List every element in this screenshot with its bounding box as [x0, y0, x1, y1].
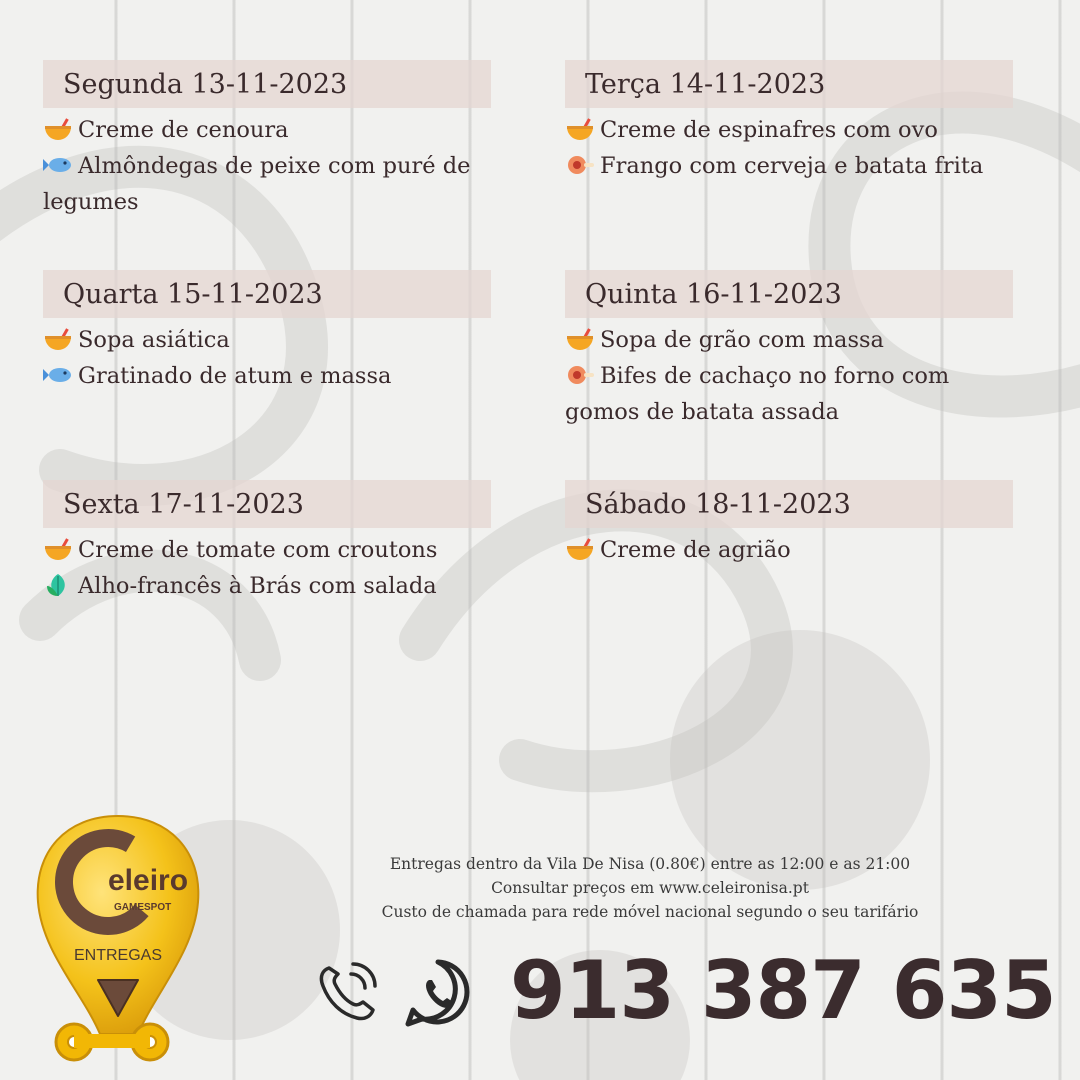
dish-item: Alho-francês à Brás com salada — [43, 568, 491, 604]
fish-icon — [43, 152, 73, 178]
day-card-saturday — [565, 480, 1013, 568]
day-card-wednesday — [43, 270, 491, 394]
meat-icon — [565, 362, 595, 388]
day-card-thursday — [565, 270, 1013, 430]
dish-item: Creme de espinafres com ovo — [565, 112, 1013, 148]
day-card-monday — [43, 60, 491, 220]
day-heading: Sábado 18-11-2023 — [565, 480, 1013, 528]
day-heading: Quinta 16-11-2023 — [565, 270, 1013, 318]
soup-bowl-icon — [565, 326, 595, 352]
dish-item: Sopa de grão com massa — [565, 322, 1013, 358]
day-heading: Terça 14-11-2023 — [565, 60, 1013, 108]
logo-brand-text: eleiro — [108, 864, 189, 897]
delivery-line: Entregas dentro da Vila De Nisa (0.80€) entre as 12:00 e as 21:00 — [389, 855, 911, 873]
prices-line: Consultar preços em www.celeironisa.pt — [491, 879, 809, 897]
dish-item: Creme de agrião — [565, 532, 1013, 568]
phone-number[interactable]: 913 387 635 — [510, 944, 1056, 1037]
logo-sub-text: GAMESPOT — [114, 902, 172, 913]
dish-item: Creme de cenoura — [43, 112, 491, 148]
soup-bowl-icon — [43, 116, 73, 142]
day-heading: Quarta 15-11-2023 — [43, 270, 491, 318]
celeiro-logo — [30, 812, 220, 1072]
day-card-tuesday — [565, 60, 1013, 184]
delivery-info — [330, 852, 970, 924]
day-heading: Segunda 13-11-2023 — [43, 60, 491, 108]
dish-item: Frango com cerveja e batata frita — [565, 148, 1013, 184]
phone-icon — [315, 960, 377, 1024]
call-cost-line: Custo de chamada para rede móvel nacional segundo o seu tarifário — [381, 903, 919, 921]
soup-bowl-icon — [43, 536, 73, 562]
dish-item: Creme de tomate com croutons — [43, 532, 491, 568]
dish-item: Bifes de cachaço no forno com gomos de batata assada — [565, 363, 950, 425]
day-heading: Sexta 17-11-2023 — [43, 480, 491, 528]
dish-item: Almôndegas de peixe com puré de legumes — [43, 153, 471, 215]
whatsapp-icon — [403, 958, 473, 1028]
soup-bowl-icon — [565, 116, 595, 142]
leaf-icon — [43, 572, 73, 598]
dish-item: Sopa asiática — [43, 322, 491, 358]
day-card-friday — [43, 480, 491, 604]
soup-bowl-icon — [43, 326, 73, 352]
soup-bowl-icon — [565, 536, 595, 562]
fish-icon — [43, 362, 73, 388]
meat-icon — [565, 152, 595, 178]
dish-item: Gratinado de atum e massa — [43, 358, 491, 394]
logo-badge-text: ENTREGAS — [73, 947, 163, 964]
